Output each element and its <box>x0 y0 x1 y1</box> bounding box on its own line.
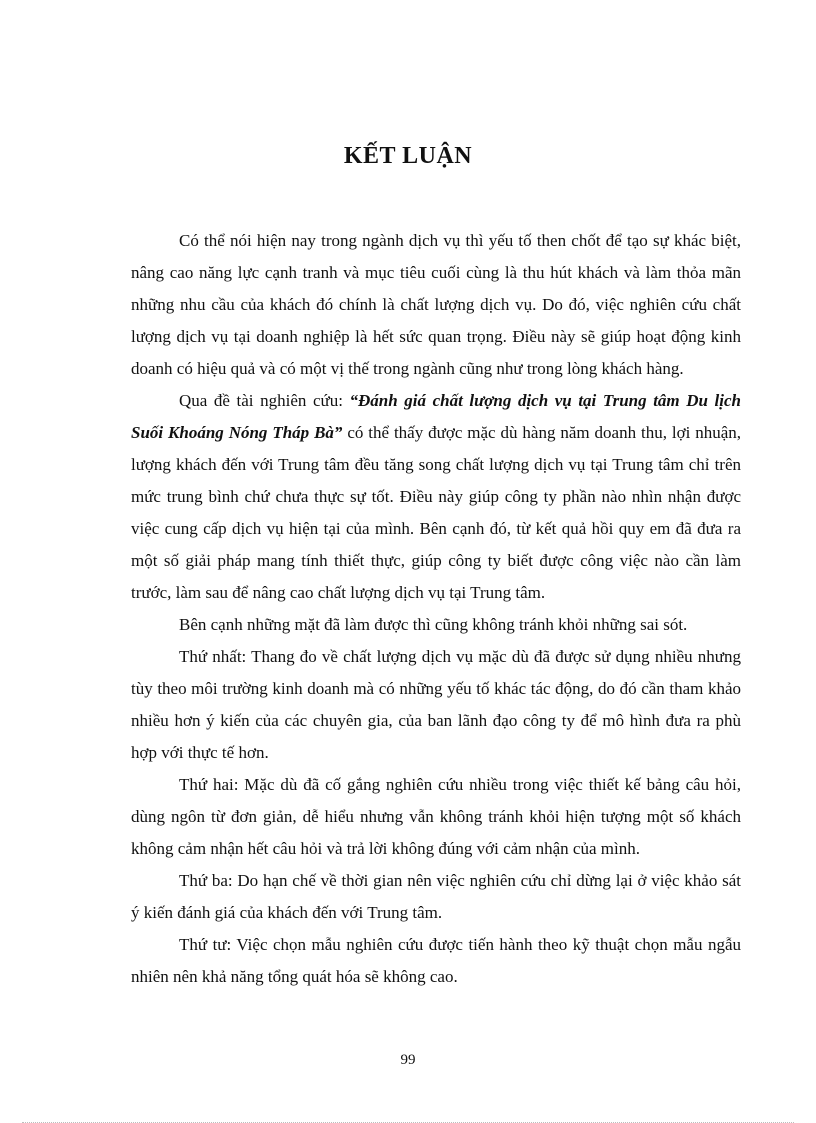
research-topic-title: “Đánh giá chất lượng dịch vụ tại Trung tâm Du lịch Suối Khoáng Nóng Tháp Bà” <box>131 391 741 442</box>
paragraph-7: Thứ tư: Việc chọn mẫu nghiên cứu được tiến hành theo kỹ thuật chọn mẫu ngẫu nhiên nên khả năng tổng quát hóa sẽ không cao. <box>131 935 741 986</box>
page-number: 99 <box>400 1052 416 1068</box>
page-title: KẾT LUẬN <box>343 143 473 169</box>
paragraph-5: Thứ hai: Mặc dù đã cố gắng nghiên cứu nhiều trong việc thiết kế bảng câu hỏi, dùng ngôn từ đơn giản, dễ hiểu nhưng vẫn không tránh khỏi hiện tượng một số khách không cảm nhận hết câu hỏi và trả lời không đúng với cảm nhận của mình. <box>131 775 741 858</box>
paragraph-1: Có thể nói hiện nay trong ngành dịch vụ thì yếu tố then chốt để tạo sự khác biệt, nâng cao năng lực cạnh tranh và mục tiêu cuối cùng là thu hút khách và làm thỏa mãn những nhu cầu của khách đó chính là chất lượng dịch vụ. Do đó, việc nghiên cứu chất lượng dịch vụ tại doanh nghiệp là hết sức quan trọng. Điều này sẽ giúp hoạt động kinh doanh có hiệu quả và có một vị thế trong ngành cũng như trong lòng khách hàng. <box>131 231 741 378</box>
paragraph-2-intro: Qua đề tài nghiên cứu: <box>179 391 350 410</box>
paragraph-6: Thứ ba: Do hạn chế về thời gian nên việc nghiên cứu chỉ dừng lại ở việc khảo sát ý kiến đánh giá của khách đến với Trung tâm. <box>131 871 741 922</box>
paragraph-3: Bên cạnh những mặt đã làm được thì cũng không tránh khỏi những sai sót. <box>179 615 688 634</box>
paragraph-4: Thứ nhất: Thang đo về chất lượng dịch vụ mặc dù đã được sử dụng nhiều nhưng tùy theo môi trường kinh doanh mà có những yếu tố khác tác động, do đó cần tham khảo nhiều hơn ý kiến của các chuyên gia, của ban lãnh đạo công ty để mô hình đưa ra phù hợp với thực tế hơn. <box>131 647 741 762</box>
paragraph-2 <box>131 385 741 609</box>
paragraph-2-rest: có thể thấy được mặc dù hàng năm doanh thu, lợi nhuận, lượng khách đến với Trung tâm đều tăng song chất lượng dịch vụ tại Trung tâm chỉ trên mức trung bình chứ chưa thực sự tốt. Điều này giúp công ty phần nào nhìn nhận được việc cung cấp dịch vụ hiện tại của mình. Bên cạnh đó, từ kết quả hồi quy em đã đưa ra một số giải pháp mang tính thiết thực, giúp công ty biết được công việc nào cần làm trước, làm sau để nâng cao chất lượng dịch vụ tại Trung tâm. <box>131 423 741 602</box>
body-text <box>131 225 741 993</box>
